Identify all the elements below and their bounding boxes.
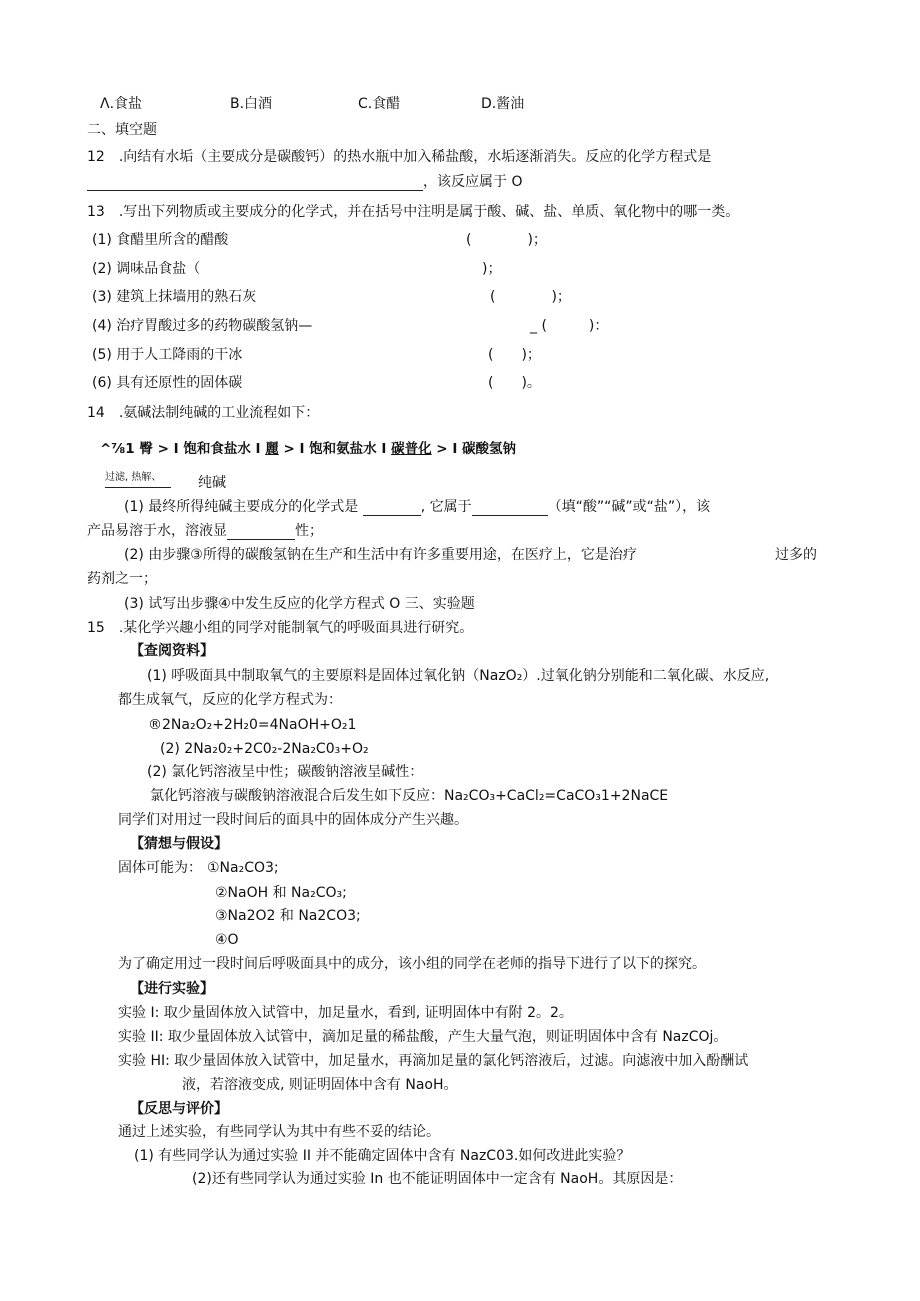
q14-sub1-text: (1) 最终所得纯碱主要成分的化学式是 [124, 499, 359, 515]
q13-item-5-paren: ( )； [488, 347, 541, 363]
q13-item-1: (1) 食醋里所含的醋酸 [92, 232, 229, 248]
q14-sub1-line2-tail: 性； [295, 523, 323, 539]
interest-line: 同学们对用过一段时间后的面具中的固体成分产生兴趣。 [118, 812, 468, 828]
option-b: B.白酒 [230, 96, 273, 112]
equation-2: (2) 2Na₂0₂+2C0₂-2Na₂C0₃+O₂ [160, 741, 369, 757]
flow-step-ammonia: > I 饱和氨盐水 I [278, 441, 392, 457]
reflection-1: (1) 有些同学认为通过实验 II 并不能确定固体中含有 NazC03.如何改进此实验？ [134, 1148, 631, 1164]
guess-3: ③Na2O2 和 Na2CO3; [215, 908, 361, 924]
q13-item-3-paren: ( )； [490, 289, 571, 305]
ref1-line2: 都生成氧气，反应的化学方程式为： [118, 692, 342, 708]
q14-sub1 [124, 498, 710, 516]
guess-1: ①Na₂CO3; [207, 860, 279, 876]
q13-item-6: (6) 具有还原性的固体碳 [92, 375, 243, 391]
guess-label: 固体可能为： [118, 860, 202, 876]
heading-hypothesis: 【猜想与假设】 [130, 836, 228, 852]
flow-step-filter-heat: 过滤, 热解、 [105, 469, 171, 488]
reflection-intro: 通过上述实验，有些同学认为其中有些不妥的结论。 [118, 1124, 440, 1140]
q14-stem: 14 .氨碱法制纯碱的工业流程如下： [87, 405, 320, 421]
heading-reflection: 【反思与评价】 [130, 1101, 228, 1117]
option-c: C.食醋 [358, 96, 401, 112]
heading-experiment: 【进行实验】 [130, 981, 214, 997]
ref2: (2) 氯化钙溶液呈中性；碳酸钠溶液呈碱性： [147, 764, 424, 780]
option-a: Λ.食盐 [100, 96, 143, 112]
q13-item-4-paren: _ ( )： [530, 318, 609, 334]
q12-tail: ，该反应属于 O [423, 174, 523, 190]
option-d: D.酱油 [481, 96, 525, 112]
q13-item-6-paren: ( )。 [488, 375, 541, 391]
q14-sub3: (3) 试写出步骤④中发生反应的化学方程式 O 三、实验题 [124, 596, 475, 612]
guess-2: ②NaOH 和 Na₂CO₃; [215, 885, 347, 901]
q12-stem: 12 .向结有水垢（主要成分是碳酸钙）的热水瓶中加入稀盐酸，水垢逐渐消失。反应的化学方程式是 [87, 149, 712, 165]
q15-stem: 15 .某化学兴趣小组的同学对能制氧气的呼吸面具进行研究。 [87, 620, 474, 636]
answer-blank[interactable] [472, 501, 548, 516]
q14-sub1-line2 [87, 522, 323, 540]
flow-step-bicarbonate: > I 碳酸氢钠 [431, 441, 517, 457]
flow-step-2: 碳普化 [391, 441, 432, 457]
q14-sub1-line2-text: 产品易溶于水，溶液显 [87, 523, 227, 539]
flow-step-1: 麗 [265, 441, 279, 457]
experiment-2: 实验 II: 取少量固体放入试管中，滴加足量的稀盐酸，产生大量气泡，则证明固体中含有 NazCOj。 [118, 1029, 728, 1045]
reflection-2: (2)还有些同学认为通过实验 In 也不能证明固体中一定含有 NaoH。其原因是： [192, 1171, 683, 1187]
q13-item-2: (2) 调味品食盐（ [92, 261, 201, 277]
q13-item-4: (4) 治疗胃酸过多的药物碳酸氢钠— [92, 318, 313, 334]
flow-step-raw: ^⅞1 臀 > I 饱和食盐水 I [100, 441, 266, 457]
q14-sub1-mid: , 它属于 [420, 499, 472, 515]
q13-item-5: (5) 用于人工降雨的干冰 [92, 347, 243, 363]
ref3: 氯化钙溶液与碳酸钠溶液混合后发生如下反应：Na₂CO₃+CaCl₂=CaCO₃1+2NaCE [150, 788, 669, 804]
heading-reference: 【查阅资料】 [130, 643, 214, 659]
process-flow [100, 440, 516, 458]
q14-sub2-line2: 药剂之一； [87, 571, 157, 587]
q13-stem: 13 .写出下列物质或主要成分的化学式，并在括号中注明是属于酸、碱、盐、单质、氧化物中的哪一类。 [87, 204, 740, 220]
experiment-3-line1: 实验 HI: 取少量固体放入试管中，加足量水，再滴加足量的氯化钙溶液后，过滤。向滤液中加入酚酬试 [118, 1053, 749, 1069]
q12-answer-line [87, 173, 522, 191]
guess-4: ④O [215, 932, 239, 948]
q13-item-1-paren: ( )； [466, 232, 547, 248]
answer-blank[interactable] [227, 525, 295, 540]
q14-sub2-tail: 过多的 [775, 547, 817, 563]
q14-sub2: (2) 由步骤③所得的碳酸氢钠在生产和生活中有许多重要用途，在医疗上，它是治疗 [124, 547, 637, 563]
q13-item-3: (3) 建筑上抹墙用的熟石灰 [92, 289, 257, 305]
q13-item-2-paren: )； [482, 261, 502, 277]
ref1-line1: (1) 呼吸面具中制取氧气的主要原料是固体过氧化钠（NazO₂）.过氧化钠分别能和二氧化碳、水反应, [147, 668, 770, 684]
purpose-line: 为了确定用过一段时间后呼吸面具中的成分，该小组的同学在老师的指导下进行了以下的探究。 [118, 956, 706, 972]
equation-1: ®2Na₂O₂+2H₂0=4NaOH+O₂1 [148, 717, 357, 733]
flow-product: 纯碱 [198, 475, 226, 491]
experiment-3-line2: 液，若溶液变成, 则证明固体中含有 NaoH。 [182, 1077, 458, 1093]
answer-blank[interactable] [363, 501, 421, 516]
q14-sub1-tail: （填“酸”“碱”或“盐”），该 [547, 499, 711, 515]
section-title-fill-blank: 二、填空题 [87, 122, 157, 138]
answer-blank[interactable] [87, 176, 423, 191]
experiment-1: 实验 I: 取少量固体放入试管中，加足量水，看到, 证明固体中有附 2。2。 [118, 1005, 573, 1021]
